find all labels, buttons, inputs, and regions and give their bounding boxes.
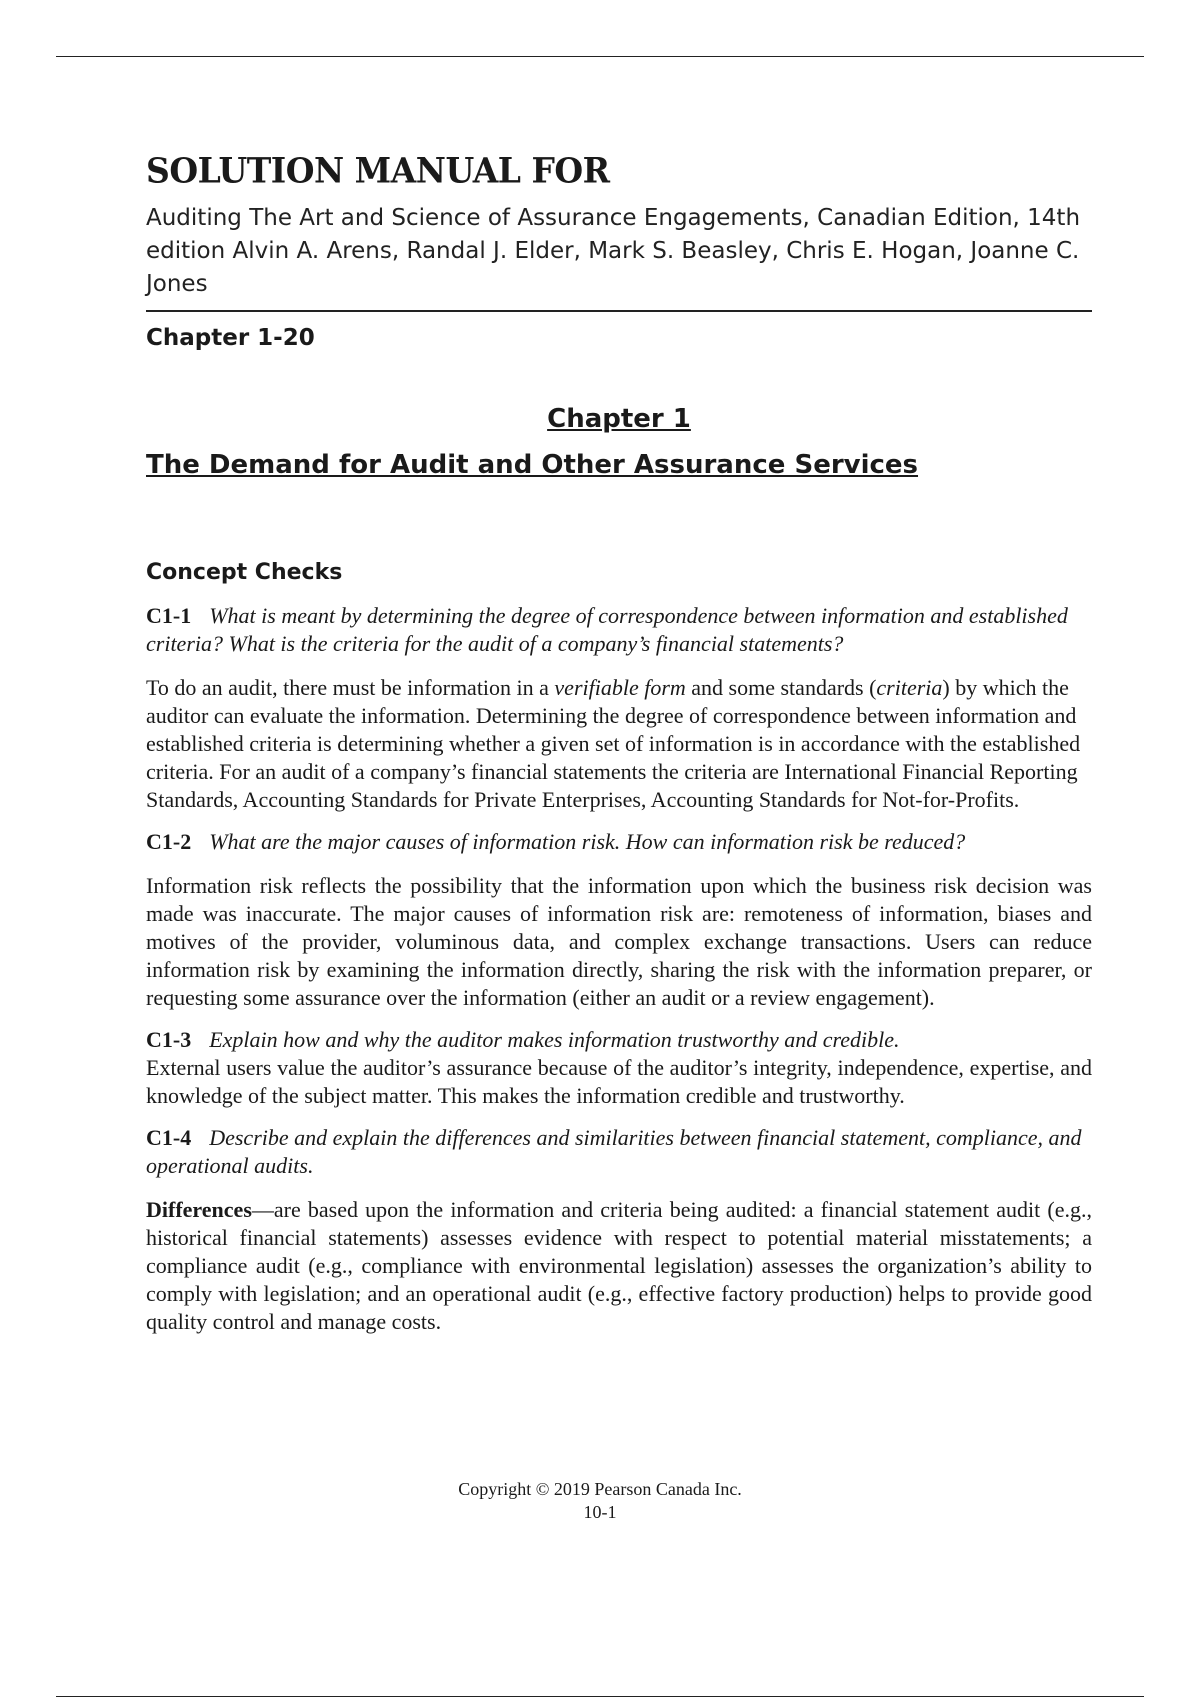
question-text: What are the major causes of information risk. How can information risk be reduced? xyxy=(209,829,966,854)
question-number: C1-1 xyxy=(146,603,192,628)
answer-emphasis: criteria xyxy=(876,675,943,700)
answer-text: —are based upon the information and criteria being audited: a financial statement audit (e.g., historical financial statements) assesses evidence with respect to potential material misstatements; a compliance audit (e.g., compliance with environmental legislation) assesses the organization’s ability to comply with legislation; and an operational audit (e.g., effective factory production) helps to provide good quality control and manage costs. xyxy=(146,1197,1092,1334)
question-number: C1-3 xyxy=(146,1027,192,1052)
top-divider xyxy=(56,56,1144,57)
answer xyxy=(146,674,1092,814)
question-number: C1-2 xyxy=(146,829,192,854)
chapter-title: The Demand for Audit and Other Assurance Services xyxy=(146,450,919,480)
copyright-notice: Copyright © 2019 Pearson Canada Inc. xyxy=(458,1479,742,1499)
chapter-range: Chapter 1-20 xyxy=(146,325,315,351)
answer xyxy=(146,1196,1092,1336)
question-block-c1-4 xyxy=(146,1124,1092,1336)
answer: Information risk reflects the possibility that the information upon which the business risk decision was made was inaccurate. The major causes of information risk are: remoteness of information, biases and motives of the provider, voluminous data, and complex exchange transactions. Users can reduce information risk by examining the information directly, sharing the risk with the information preparer, or requesting some assurance over the information (either an audit or a review engagement). xyxy=(146,873,1092,1010)
answer-lead: Differences xyxy=(146,1197,252,1222)
question-text: Describe and explain the differences and similarities between financial statement, compliance, and operational audits. xyxy=(146,1125,1082,1178)
page-number: 10-1 xyxy=(583,1502,617,1522)
page-content xyxy=(146,150,1092,1336)
question-text: What is meant by determining the degree of correspondence between information and established criteria? What is the criteria for the audit of a company’s financial statements? xyxy=(146,603,1068,656)
question-block-c1-1 xyxy=(146,602,1092,814)
answer-emphasis: verifiable form xyxy=(554,675,686,700)
section-title: Concept Checks xyxy=(146,560,343,585)
question xyxy=(146,1124,1092,1180)
answer-text: ) by which the auditor can evaluate the information. Determining the degree of correspondence between information and established criteria is determining whether a given set of information is in accordance with the established criteria. For an audit of a company’s financial statements the criteria are International Financial Reporting Standards, Accounting Standards for Private Enterprises, Accounting Standards for Not-for-Profits. xyxy=(146,675,1081,812)
chapter-heading: Chapter 1 xyxy=(547,404,691,434)
question-block-c1-3 xyxy=(146,1026,1092,1110)
header-divider xyxy=(146,310,1092,312)
page-footer xyxy=(0,1478,1200,1524)
question-block-c1-2 xyxy=(146,828,1092,1012)
question-text: Explain how and why the auditor makes information trustworthy and credible. xyxy=(209,1027,900,1052)
question xyxy=(146,828,1092,856)
answer-text: and some standards ( xyxy=(685,675,877,700)
bottom-divider xyxy=(56,1696,1144,1697)
question xyxy=(146,602,1092,658)
book-info: Auditing The Art and Science of Assurance Engagements, Canadian Edition, 14th edition Alvin A. Arens, Randal J. Elder, Mark S. Beasley, Chris E. Hogan, Joanne C. Jones xyxy=(146,205,1081,297)
answer-text: To do an audit, there must be information in a xyxy=(146,675,555,700)
question-number: C1-4 xyxy=(146,1125,192,1150)
answer: External users value the auditor’s assurance because of the auditor’s integrity, independence, expertise, and knowledge of the subject matter. This makes the information credible and trustworthy. xyxy=(146,1055,1092,1108)
question xyxy=(146,1026,1092,1054)
manual-title: SOLUTION MANUAL FOR xyxy=(146,150,610,191)
